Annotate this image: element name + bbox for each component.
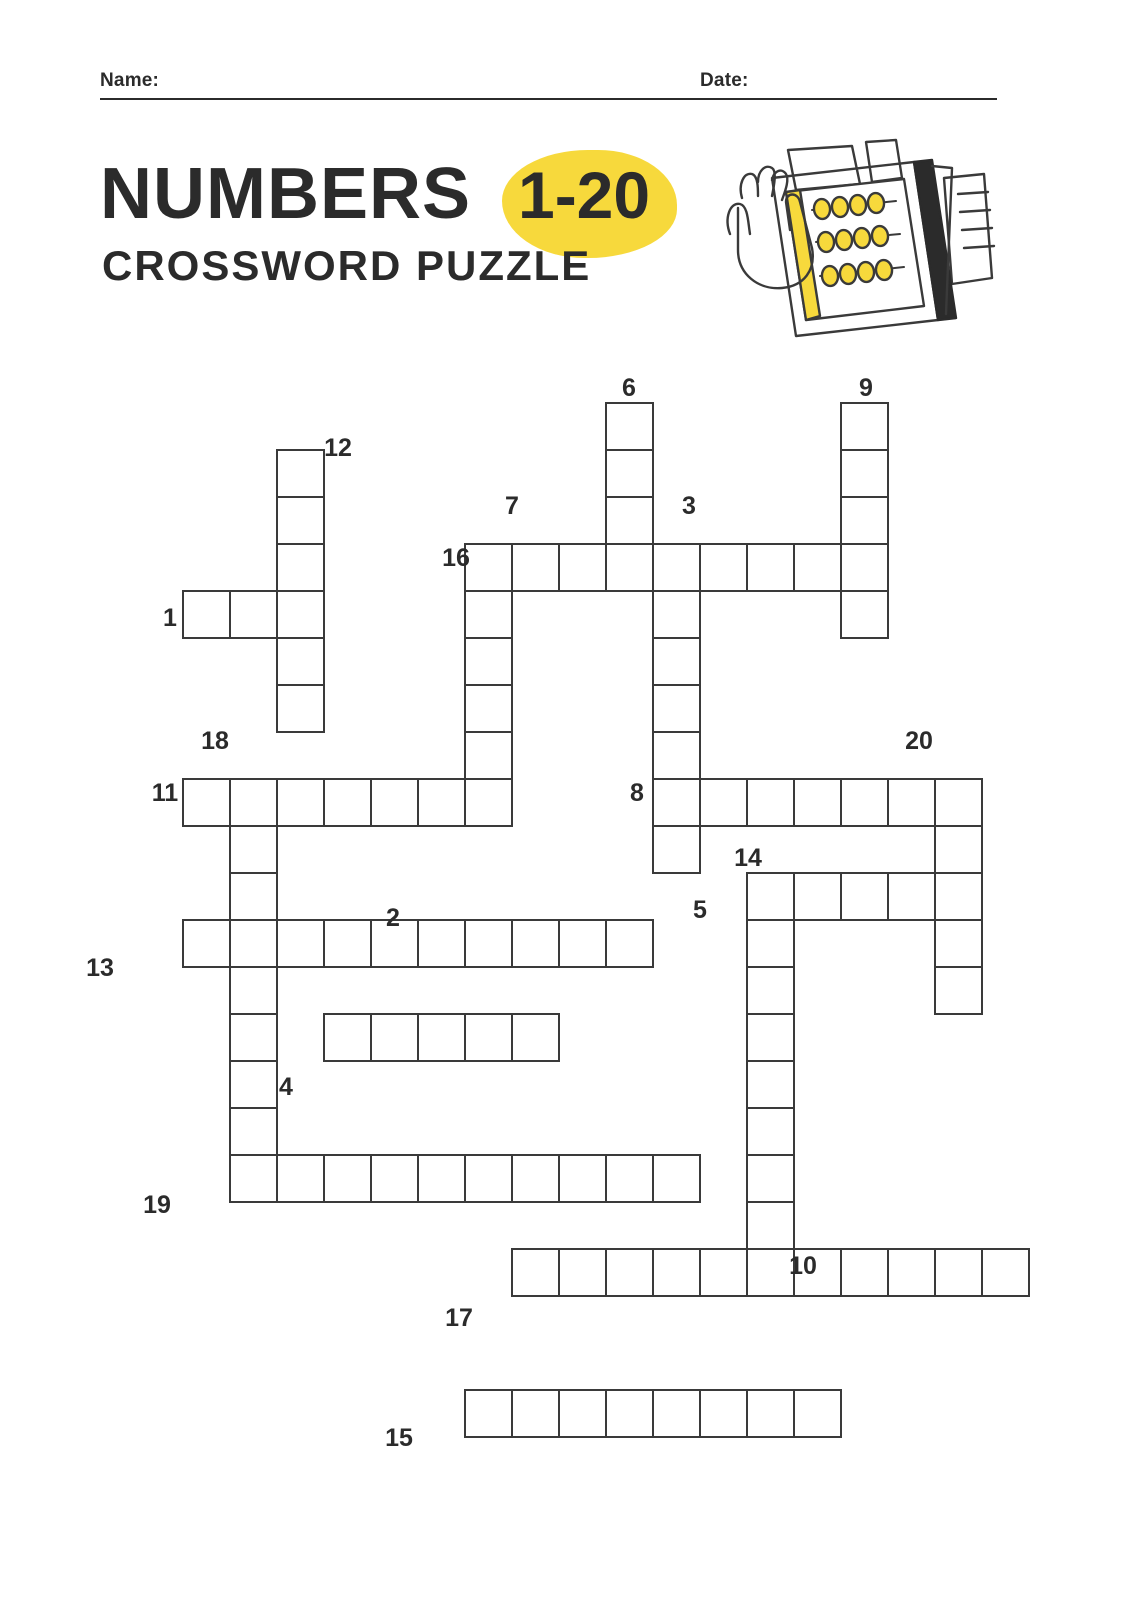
crossword-cell[interactable] [887, 872, 936, 921]
crossword-cell[interactable] [652, 825, 701, 874]
crossword-cell[interactable] [746, 1154, 795, 1203]
crossword-cell[interactable] [887, 778, 936, 827]
crossword-cell[interactable] [464, 1154, 513, 1203]
crossword-cell[interactable] [840, 1248, 889, 1297]
crossword-cell[interactable] [699, 1389, 748, 1438]
clue-number: 3 [682, 492, 696, 520]
clue-number: 17 [445, 1304, 473, 1332]
crossword-cell[interactable] [605, 1248, 654, 1297]
crossword-cell[interactable] [652, 731, 701, 780]
clue-number: 16 [442, 544, 470, 572]
crossword-cell[interactable] [840, 778, 889, 827]
crossword-cell[interactable] [699, 1248, 748, 1297]
crossword-cell[interactable] [605, 496, 654, 545]
crossword-cell[interactable] [417, 1154, 466, 1203]
crossword-cell[interactable] [605, 1154, 654, 1203]
crossword-cell[interactable] [229, 919, 278, 968]
crossword-cell[interactable] [323, 778, 372, 827]
crossword-cell[interactable] [652, 1389, 701, 1438]
crossword-cell[interactable] [511, 543, 560, 592]
crossword-cell[interactable] [229, 1013, 278, 1062]
crossword-cell[interactable] [652, 637, 701, 686]
date-label: Date: [700, 70, 749, 91]
crossword-cell[interactable] [840, 590, 889, 639]
crossword-cell[interactable] [605, 449, 654, 498]
crossword-cell[interactable] [417, 1013, 466, 1062]
crossword-cell[interactable] [699, 778, 748, 827]
crossword-cell[interactable] [746, 1107, 795, 1156]
crossword-cell[interactable] [934, 872, 983, 921]
clue-number: 18 [201, 727, 229, 755]
crossword-cell[interactable] [934, 778, 983, 827]
crossword-cell[interactable] [229, 778, 278, 827]
crossword-cell[interactable] [229, 590, 278, 639]
crossword-cell[interactable] [652, 778, 701, 827]
title-number-range: 1-20 [518, 158, 651, 232]
crossword-cell[interactable] [370, 1013, 419, 1062]
page-title: NUMBERS [100, 154, 472, 234]
crossword-cell[interactable] [840, 449, 889, 498]
crossword-cell[interactable] [793, 1389, 842, 1438]
crossword-cell[interactable] [511, 1389, 560, 1438]
clue-number: 1 [163, 604, 177, 632]
clue-number: 19 [143, 1191, 171, 1219]
crossword-cell[interactable] [276, 1154, 325, 1203]
crossword-cell[interactable] [276, 543, 325, 592]
crossword-cell[interactable] [793, 872, 842, 921]
crossword-cell[interactable] [464, 684, 513, 733]
crossword-cell[interactable] [652, 684, 701, 733]
crossword-cell[interactable] [229, 1154, 278, 1203]
clue-number: 11 [151, 779, 179, 807]
crossword-cell[interactable] [840, 543, 889, 592]
crossword-cell[interactable] [464, 590, 513, 639]
crossword-cell[interactable] [276, 919, 325, 968]
crossword-cell[interactable] [934, 825, 983, 874]
crossword-cell[interactable] [276, 778, 325, 827]
crossword-cell[interactable] [934, 919, 983, 968]
crossword-cell[interactable] [558, 919, 607, 968]
clue-number: 6 [622, 374, 636, 402]
crossword-cell[interactable] [652, 1154, 701, 1203]
crossword-cell[interactable] [464, 731, 513, 780]
crossword-cell[interactable] [182, 778, 231, 827]
crossword-cell[interactable] [558, 1154, 607, 1203]
crossword-cell[interactable] [605, 543, 654, 592]
crossword-cell[interactable] [229, 1107, 278, 1156]
crossword-cell[interactable] [464, 919, 513, 968]
crossword-cell[interactable] [934, 966, 983, 1015]
crossword-cell[interactable] [464, 1013, 513, 1062]
crossword-cell[interactable] [511, 1013, 560, 1062]
clue-number: 4 [279, 1073, 293, 1101]
crossword-cell[interactable] [746, 1060, 795, 1109]
clue-number: 14 [734, 844, 762, 872]
crossword-cell[interactable] [511, 1154, 560, 1203]
crossword-cell[interactable] [464, 637, 513, 686]
crossword-cell[interactable] [276, 590, 325, 639]
clue-number: 8 [630, 779, 644, 807]
crossword-cell[interactable] [746, 543, 795, 592]
crossword-cell[interactable] [276, 684, 325, 733]
crossword-cell[interactable] [558, 1389, 607, 1438]
clue-number: 2 [386, 904, 400, 932]
crossword-cell[interactable] [276, 637, 325, 686]
crossword-cell[interactable] [229, 966, 278, 1015]
crossword-cell[interactable] [746, 966, 795, 1015]
crossword-cell[interactable] [746, 1389, 795, 1438]
crossword-cell[interactable] [840, 402, 889, 451]
clue-number: 9 [859, 374, 873, 402]
crossword-cell[interactable] [652, 1248, 701, 1297]
crossword-cell[interactable] [511, 1248, 560, 1297]
crossword-cell[interactable] [182, 919, 231, 968]
crossword-cell[interactable] [558, 543, 607, 592]
crossword-cell[interactable] [652, 543, 701, 592]
clue-number: 10 [789, 1252, 817, 1280]
crossword-cell[interactable] [746, 778, 795, 827]
crossword-cell[interactable] [323, 1013, 372, 1062]
crossword-cell[interactable] [699, 543, 748, 592]
crossword-cell[interactable] [323, 919, 372, 968]
crossword-cell[interactable] [746, 1201, 795, 1250]
crossword-cell[interactable] [840, 872, 889, 921]
crossword-cell[interactable] [464, 778, 513, 827]
crossword-cell[interactable] [652, 590, 701, 639]
crossword-cell[interactable] [605, 1389, 654, 1438]
crossword-cell[interactable] [558, 1248, 607, 1297]
crossword-cell[interactable] [417, 778, 466, 827]
clue-number: 12 [324, 434, 352, 462]
crossword-cell[interactable] [417, 919, 466, 968]
crossword-cell[interactable] [605, 919, 654, 968]
crossword-cell[interactable] [229, 872, 278, 921]
crossword-cell[interactable] [370, 1154, 419, 1203]
crossword-cell[interactable] [746, 1013, 795, 1062]
crossword-cell[interactable] [746, 872, 795, 921]
crossword-cell[interactable] [887, 1248, 936, 1297]
page-subtitle: CROSSWORD PUZZLE [102, 242, 592, 289]
crossword-cell[interactable] [981, 1248, 1030, 1297]
crossword-cell[interactable] [793, 778, 842, 827]
crossword-cell[interactable] [276, 496, 325, 545]
crossword-cell[interactable] [605, 402, 654, 451]
crossword-cell[interactable] [840, 496, 889, 545]
clue-number: 7 [505, 492, 519, 520]
clue-number: 13 [86, 954, 114, 982]
crossword-cell[interactable] [464, 1389, 513, 1438]
crossword-cell[interactable] [323, 1154, 372, 1203]
crossword-cell[interactable] [370, 778, 419, 827]
crossword-cell[interactable] [746, 919, 795, 968]
clue-number: 5 [693, 896, 707, 924]
crossword-cell[interactable] [229, 825, 278, 874]
crossword-cell[interactable] [934, 1248, 983, 1297]
crossword-cell[interactable] [511, 919, 560, 968]
clue-number: 15 [385, 1424, 413, 1452]
name-label: Name: [100, 70, 160, 91]
clue-number: 20 [905, 727, 933, 755]
crossword-cell[interactable] [793, 543, 842, 592]
